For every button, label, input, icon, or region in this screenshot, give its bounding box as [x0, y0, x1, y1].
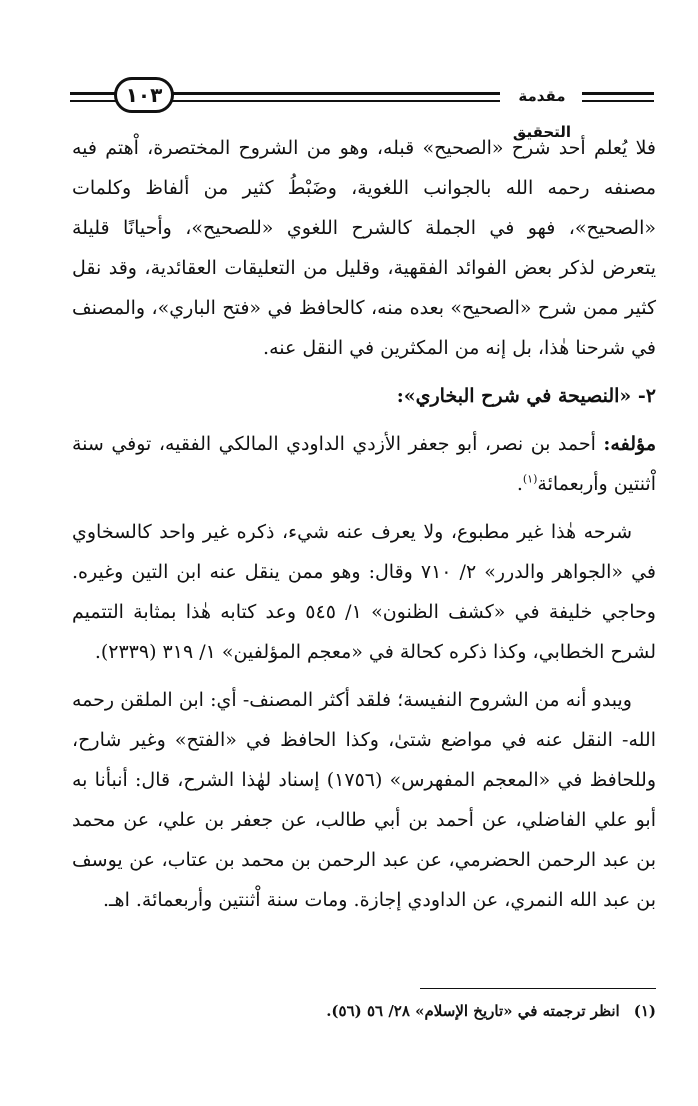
- header-rule-right: [582, 92, 654, 95]
- paragraph-1: فلا يُعلم أحد شرح «الصحيح» قبله، وهو من الشروح المختصرة، اْهتم فيه مصنفه رحمه الله بالجوانب اللغوية، وضَبْطُ كثير من ألفاظ وكلمات «الصحيح»، فهو في الجملة كالشرح اللغوي «للصحيح»، وأحيانًا قليلة يتعرض لذكر بعض الفوائد الفقهية، وقليل من التعليقات العقائدية، وقد نقل كثير ممن شرح «الصحيح» بعده منه، كالحافظ في «فتح الباري»، والمصنف في شرحنا هٰذا، بل إنه من المكثرين في النقل عنه.: [72, 137, 656, 359]
- footnote: [72, 996, 656, 1026]
- footnote-reference[interactable]: (١): [522, 472, 538, 486]
- header-rule-left: [70, 92, 118, 95]
- page-number: ١٠٣: [114, 77, 174, 113]
- author-label: مؤلفه:: [603, 433, 656, 455]
- footnote-text: انظر ترجمته في «تاريخ الإسلام» ٢٨/ ٥٦ (٥٦).: [326, 1002, 620, 1020]
- main-text: [72, 128, 656, 920]
- header-rule-middle: [170, 92, 500, 95]
- section-heading: ٢- «النصيحة في شرح البخاري»:: [396, 385, 656, 407]
- author-text: أحمد بن نصر، أبو جعفر الأزدي الداودي المالكي الفقيه، توفي سنة اْثنتين وأربعمائة: [72, 433, 656, 495]
- footnote-marker: (١): [633, 1002, 656, 1020]
- author-paragraph: مؤلفه: أحمد بن نصر، أبو جعفر الأزدي الداودي المالكي الفقيه، توفي سنة اْثنتين وأربعمائة$^{(١)}$.: [72, 433, 656, 495]
- header-rule-right-thin: [582, 100, 654, 102]
- paragraph-4: ويبدو أنه من الشروح النفيسة؛ فلقد أكثر المصنف- أي: ابن الملقن رحمه الله- النقل عنه في مواضع شتىٰ، وكذا الحافظ في «الفتح» وغير شارح، وللحافظ في «المعجم المفهرس» (١٧٥٦) إسناد لهٰذا الشرح، قال: أنبأنا به أبو علي الفاضلي، عن أحمد بن أبي طالب، عن جعفر بن علي، عن محمد بن عبد الرحمن الحضرمي، عن عبد الرحمن بن محمد بن عتاب، عن يوسف بن عبد الله النمري، عن الداودي إجازة. ومات سنة اْثنتين وأربعمائة. اهـ.: [72, 689, 657, 911]
- header-rule-middle-thin: [170, 100, 500, 102]
- page-header: [70, 74, 654, 141]
- footnote-divider: [420, 988, 656, 989]
- running-title: مقدمة التحقيق: [512, 87, 572, 141]
- header-rule-left-thin: [70, 100, 118, 102]
- paragraph-3: شرحه هٰذا غير مطبوع، ولا يعرف عنه شيء، ذكره غير واحد كالسخاوي في «الجواهر والدرر» ٢/ ٧١٠ وقال: وهو ممن ينقل عنه ابن التين وغيره. وحاجي خليفة في «كشف الظنون» ١/ ٥٤٥ وعد كتابه هٰذا بمثابة التتميم لشرح الخطابي، وكذا ذكره كحالة في «معجم المؤلفين» ١/ ٣١٩ (٢٣٣٩).: [72, 521, 656, 663]
